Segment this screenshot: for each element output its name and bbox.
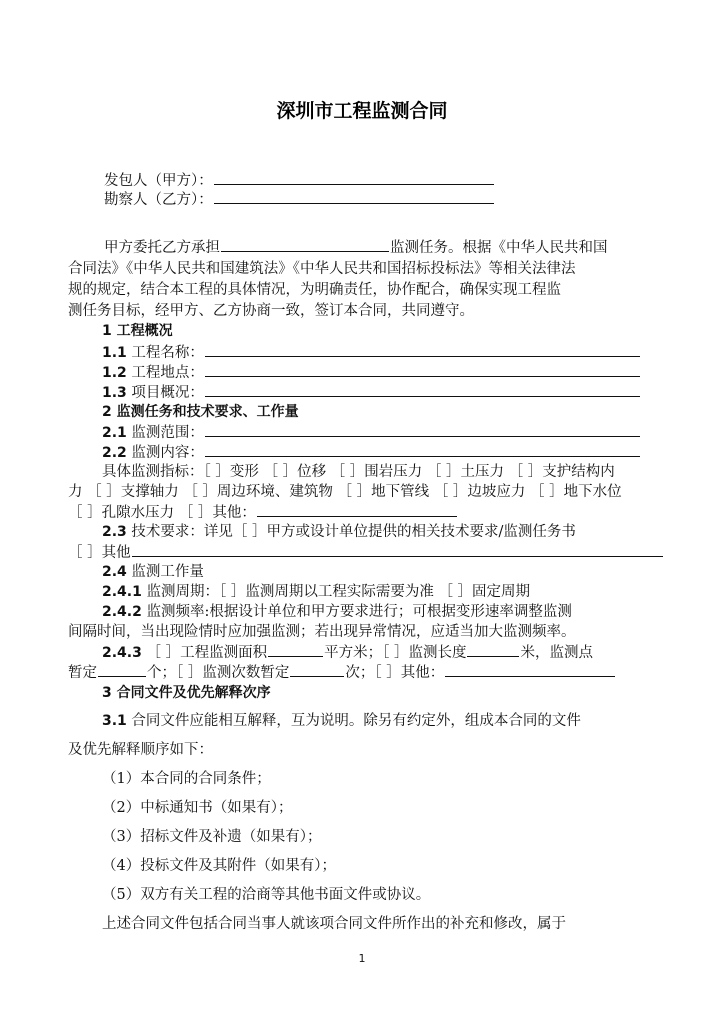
intro-text-a: 甲方委托乙方承担: [104, 240, 220, 256]
item-number: 1.3: [102, 385, 127, 401]
item-3-1: [102, 712, 581, 731]
item-2-4-1: [102, 583, 530, 602]
item-2-1: [102, 423, 641, 443]
project-overview-blank[interactable]: [205, 383, 640, 397]
list-item: （3）招标文件及补遗（如果有）；: [102, 829, 322, 845]
item-2-2: [102, 443, 641, 463]
points-label: 米，监测点: [520, 645, 593, 661]
section-title: 监测任务和技术要求、工作量: [116, 404, 299, 420]
section-3-heading: [102, 684, 271, 703]
indicators-line-3: [68, 503, 458, 523]
intro-line-3: 规的规定，结合本工程的具体情况，为明确责任，协作配合，确保实现工程监: [68, 282, 561, 298]
party-a-blank[interactable]: [214, 171, 494, 185]
project-name-blank[interactable]: [205, 343, 640, 357]
item-2-4-2-line-2: 间隔时间，当出现险情时应加强监测；若出现异常情况，应适当加大监测频率。: [68, 624, 576, 640]
item-label: 技术要求：详见［ ］甲方或设计单位提供的相关技术要求/监测任务书: [131, 524, 576, 540]
item-label: 合同文件应能相互解释，互为说明。除另有约定外，组成本合同的文件: [131, 713, 581, 729]
monitoring-scope-blank[interactable]: [205, 423, 640, 437]
item-2-4-2: [102, 603, 572, 622]
count-blank[interactable]: [290, 663, 344, 677]
closing-line: 上述合同文件包括合同当事人就该项合同文件所作出的补充和修改，属于: [102, 916, 566, 932]
party-b-blank[interactable]: [214, 190, 494, 204]
intro-line-2: 合同法》《中华人民共和国建筑法》《中华人民共和国招标投标法》等相关法律法: [68, 261, 576, 277]
party-a-line: [104, 171, 495, 191]
points-prefix: 暂定: [68, 665, 97, 681]
item-2-3-line-2: [68, 543, 664, 563]
intro-text-b: 监测任务。根据《中华人民共和国: [390, 240, 608, 256]
item-number: 2.4.2: [102, 604, 142, 620]
document-title: 深圳市工程监测合同: [276, 100, 448, 122]
area-label: ［ ］工程监测面积: [146, 645, 268, 661]
item-1-1: [102, 343, 641, 363]
section-1-heading: [102, 322, 173, 341]
indicators-line-1: 具体监测指标：［ ］变形 ［ ］位移 ［ ］围岩压力 ［ ］土压力 ［ ］支护结构内: [102, 464, 615, 480]
party-b-line: [104, 190, 495, 210]
item-label: 监测范围：: [131, 425, 204, 441]
item-number: 2.2: [102, 445, 127, 461]
item-number: 3.1: [102, 713, 127, 729]
project-location-blank[interactable]: [205, 363, 640, 377]
section-2-heading: [102, 403, 299, 422]
page-number: 1: [358, 952, 366, 965]
item-label: 工程名称：: [131, 345, 204, 361]
item-number: 2.3: [102, 524, 127, 540]
item-label: 监测周期：［ ］监测周期以工程实际需要为准 ［ ］固定周期: [146, 584, 531, 600]
item-number: 2.4.1: [102, 584, 142, 600]
points-blank[interactable]: [98, 663, 146, 677]
section-number: 1: [102, 323, 112, 339]
length-blank[interactable]: [467, 643, 519, 657]
indicators-text: ［ ］孔隙水压力 ［ ］其他：: [68, 505, 256, 521]
section-number: 3: [102, 685, 112, 701]
list-item: （5）双方有关工程的洽商等其他书面文件或协议。: [102, 887, 431, 903]
intro-line-1: [104, 238, 608, 258]
item-number: 2.1: [102, 425, 127, 441]
section-title: 工程概况: [116, 323, 173, 339]
item-1-3: [102, 383, 641, 403]
tech-other-text: ［ ］其他: [68, 545, 131, 561]
party-b-label: 勘察人（乙方）：: [104, 192, 213, 208]
section-number: 2: [102, 404, 112, 420]
item-2-4-3: [102, 643, 593, 663]
item-number: 2.4.3: [102, 645, 142, 661]
item-label: 监测频率:根据设计单位和甲方要求进行；可根据变形速率调整监测: [146, 604, 572, 620]
item-number: 1.2: [102, 365, 127, 381]
length-label: 平方米；［ ］监测长度: [324, 645, 467, 661]
task-blank[interactable]: [221, 238, 389, 252]
item-number: 1.1: [102, 345, 127, 361]
intro-line-4: 测任务目标，经甲方、乙方协商一致，签订本合同，共同遵守。: [68, 303, 474, 319]
section-title: 合同文件及优先解释次序: [116, 685, 271, 701]
item-label: 监测工作量: [131, 564, 204, 580]
other-blank[interactable]: [445, 663, 615, 677]
list-item: （1）本合同的合同条件；: [102, 771, 271, 787]
item-2-4-3-line-2: [68, 663, 616, 683]
item-1-2: [102, 363, 641, 383]
tech-other-blank[interactable]: [132, 543, 663, 557]
monitoring-content-blank[interactable]: [205, 443, 640, 457]
item-label: 工程地点：: [131, 365, 204, 381]
indicators-other-blank[interactable]: [257, 503, 457, 517]
item-label: 项目概况：: [131, 385, 204, 401]
item-number: 2.4: [102, 564, 127, 580]
item-label: 监测内容：: [131, 445, 204, 461]
count-label: 个；［ ］监测次数暂定: [147, 665, 290, 681]
other-label: 次；［ ］其他：: [345, 665, 445, 681]
item-2-3: [102, 523, 576, 542]
list-item: （4）投标文件及其附件（如果有）；: [102, 858, 336, 874]
item-3-1-line-2: 及优先解释顺序如下：: [68, 742, 213, 758]
list-item: （2）中标通知书（如果有）；: [102, 800, 293, 816]
item-2-4: [102, 563, 204, 582]
party-a-label: 发包人（甲方）：: [104, 173, 213, 189]
indicators-line-2: 力 ［ ］支撑轴力 ［ ］周边环境、建筑物 ［ ］地下管线 ［ ］边坡应力 ［ ］地下水位: [68, 484, 622, 500]
area-blank[interactable]: [268, 643, 323, 657]
